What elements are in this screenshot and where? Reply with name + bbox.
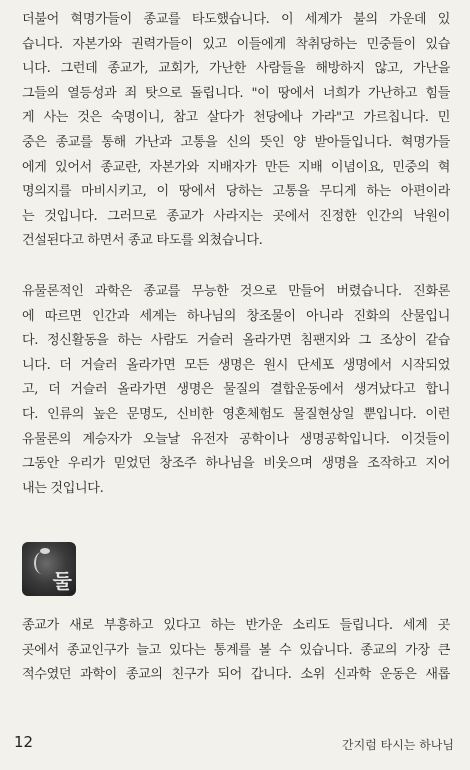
- paragraph-religion-revival: [22, 614, 450, 688]
- text-line: 더불어 혁명가들이 종교를 타도했습니다. 이 세계가 불의 가운데 있: [22, 12, 450, 27]
- text-line: 다. 정신활동을 하는 사람도 거슬러 올라가면 침팬지와 그 조상이 같습: [22, 333, 450, 349]
- text-line: 중은 종교를 통해 가난과 고통을 신의 뜻인 양 받아들입니다. 혁명가들: [22, 134, 450, 150]
- text-line: 게 사는 것은 숙명이니, 참고 살다가 천당에나 가라"고 가르칩니다. 민: [22, 110, 450, 126]
- text-line: 고, 더 거슬러 올라가면 생명은 물질의 결합운동에서 생겨났다고 합니: [22, 382, 450, 398]
- section-number: 둘: [52, 569, 72, 593]
- text-line: 내는 것입니다.: [22, 480, 104, 496]
- paragraph-revolutionaries: [22, 8, 450, 254]
- text-line: 그들의 열등성과 죄 탓으로 돌립니다. "이 땅에서 너희가 가난하고 힘들: [22, 85, 450, 101]
- text-line: 곳에서 종교인구가 늘고 있다는 통계를 볼 수 있습니다. 종교의 가장 큰: [22, 642, 450, 658]
- section-marker: [22, 542, 76, 596]
- text-line: 습니다. 자본가와 권력가들이 있고 이들에게 착취당하는 민중들이 있습: [22, 36, 450, 52]
- text-line: 그동안 우리가 믿었던 창조주 하나님을 비웃으며 생명을 조작하고 지어: [22, 456, 450, 472]
- sprout-icon: [34, 552, 50, 574]
- book-title: 간지럼 타시는 하나님: [342, 738, 454, 752]
- leaf-icon: [40, 548, 50, 554]
- text-line: 다. 인류의 높은 문명도, 신비한 영혼체험도 물질현상일 뿐입니다. 이런: [22, 406, 450, 422]
- text-line: 건설된다고 하면서 종교 타도를 외쳤습니다.: [22, 233, 263, 249]
- text-line: 유물론적인 과학은 종교를 무능한 것으로 만들어 버렸습니다. 진화론: [22, 284, 450, 299]
- text-line: 에게 있어서 종교란, 자본가와 지배자가 만든 지배 이념이요, 민중의 혁: [22, 159, 450, 175]
- text-line: 명의지를 마비시키고, 이 땅에서 당하는 고통을 무디게 하는 아편이라: [22, 184, 450, 200]
- text-line: 니다. 더 거슬러 올라가면 모든 생명은 원시 단세포 생명에서 시작되었: [22, 357, 450, 373]
- page-number: 12: [14, 733, 34, 751]
- text-line: 적수였던 과학이 종교의 친구가 되어 갑니다. 소위 신과학 운동은 새롭: [22, 667, 450, 683]
- text-line: 에 따르면 인간과 세계는 하나님의 창조물이 아니라 진화의 산물입니: [22, 308, 450, 324]
- text-line: 유물론의 계승자가 오늘날 유전자 공학이나 생명공학입니다. 이것들이: [22, 431, 450, 447]
- text-line: 종교가 새로 부흥하고 있다고 하는 반가운 소리도 들립니다. 세계 곳: [22, 618, 450, 633]
- paragraph-materialism: [22, 280, 450, 501]
- text-line: 는 것입니다. 그러므로 종교가 사라지는 곳에서 진정한 인간의 낙원이: [22, 208, 450, 224]
- text-line: 니다. 그런데 종교가, 교회가, 가난한 사람들을 해방하지 않고, 가난을: [22, 61, 450, 77]
